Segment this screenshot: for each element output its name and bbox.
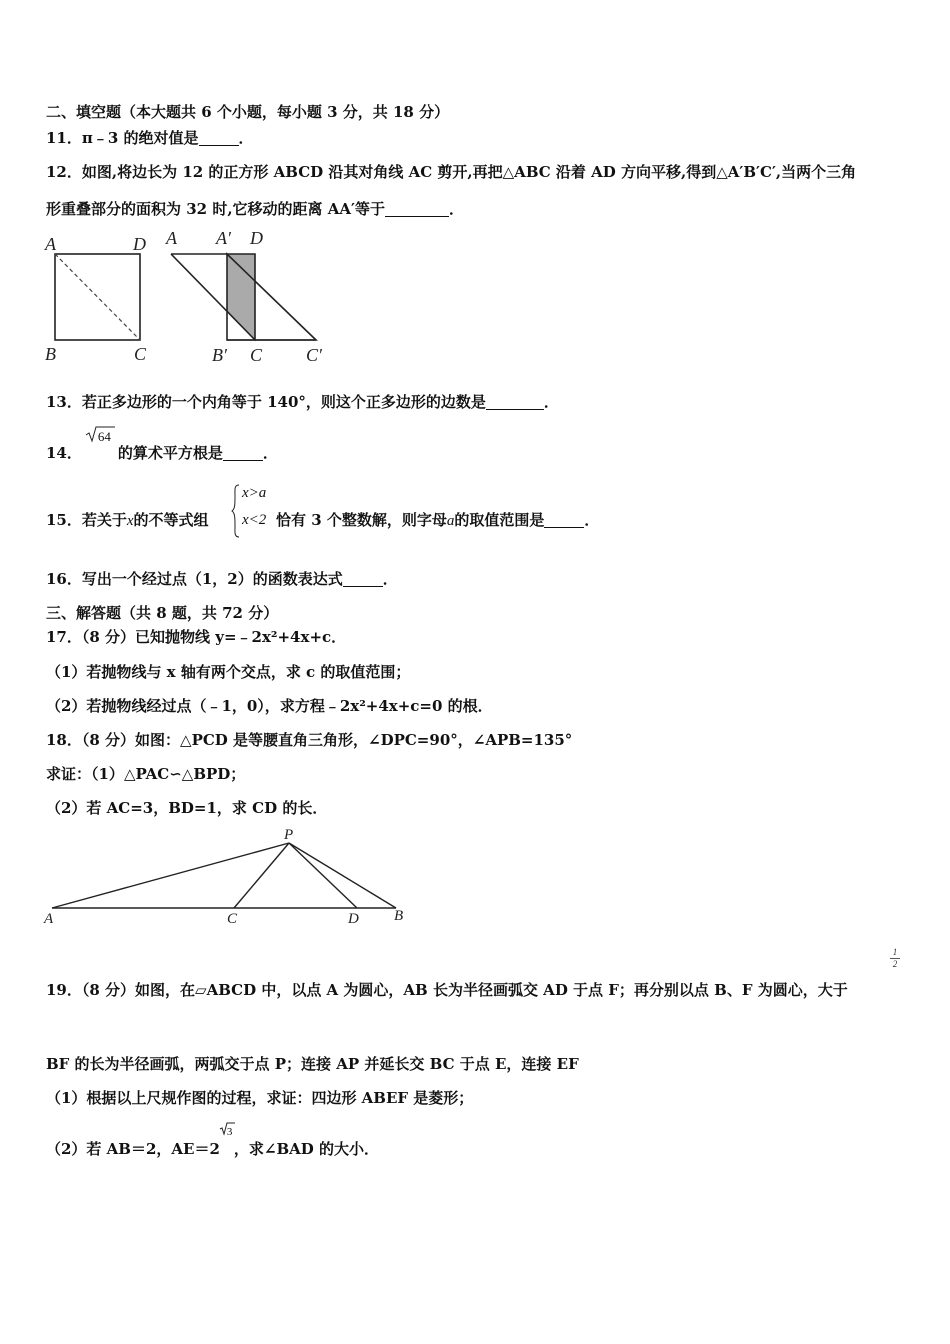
q19-stem: 19．（8 分）如图，在▱ABCD 中，以点 A 为圆心，AB 长为半径画弧交 AD 于点 F；再分别以点 B、F 为圆心，大于 (46, 981, 848, 999)
q15-mid: 的不等式组 (133, 511, 209, 529)
label-c-left: C (134, 344, 147, 364)
q19-part2 (46, 1126, 380, 1158)
q13-answer-blank (486, 395, 544, 410)
q15-prefix: 15．若关于 (46, 511, 127, 529)
segment-pb (289, 843, 396, 908)
q14-prefix: 14． (46, 444, 82, 462)
q18-stem: 18．（8 分）如图：△PCD 是等腰直角三角形，∠DPC=90°，∠APB=135° (46, 731, 573, 749)
q17-stem: 17．（8 分）已知抛物线 y=﹣2x²+4x+c． (46, 628, 347, 646)
segment-pc (234, 843, 289, 908)
label-d-right: D (250, 228, 263, 248)
q16: 16．写出一个经过点（1，2）的函数表达式 ． (46, 570, 398, 588)
sqrt-64-radicand: 64 (97, 429, 111, 444)
q14-answer-blank (223, 446, 263, 461)
q15-brace-icon (231, 484, 241, 538)
q16-text: 16．写出一个经过点（1，2）的函数表达式 (46, 570, 343, 588)
section3-title: 三、解答题（共 8 题，共 72 分） (46, 604, 279, 622)
label-d-left: D (133, 234, 146, 254)
sqrt-3-radicand: 3 (226, 1126, 233, 1138)
q18-part2: （2）若 AC=3，BD=1，求 CD 的长． (46, 799, 328, 817)
q15-left (46, 511, 209, 530)
q17-part2: （2）若抛物线经过点（﹣1，0），求方程﹣2x²+4x+c=0 的根． (46, 697, 493, 715)
sqrt-64 (88, 429, 118, 458)
segment-pa (52, 843, 289, 908)
q15-right: 恰有 3 个整数解，则字母a的取值范围是 ． (276, 511, 600, 529)
square-abcd (55, 254, 140, 340)
label-c: C (227, 911, 238, 927)
q15-suffix: 的取值范围是 (454, 511, 545, 529)
label-p: P (284, 827, 294, 843)
label-b: B (394, 908, 404, 924)
q12-line1: 12．如图,将边长为 12 的正方形 ABCD 沿其对角线 AC 剪开,再把△ABC 沿着 AD 方向平移,得到△A′B′C′,当两个三角 (46, 163, 857, 181)
q15-mid2: 恰有 3 个整数解，则字母 (276, 511, 447, 529)
q11-answer-blank (199, 131, 239, 146)
q11-text: 11．π﹣3 的绝对值是 (46, 129, 199, 147)
q15-ineq2: x<2 (242, 512, 267, 528)
q19-part2-suffix: ，求∠BAD 的大小． (233, 1140, 380, 1158)
q16-answer-blank (343, 572, 383, 587)
q15-answer-blank (544, 513, 584, 528)
q12-line2-text: 形重叠部分的面积为 32 时,它移动的距离 AA′等于 (46, 200, 385, 218)
q19-part2-prefix: （2）若 AB＝2，AE＝2 (46, 1140, 220, 1158)
q18-figure (44, 826, 414, 930)
q19-line2: BF 的长为半径画弧，两弧交于点 P；连接 AP 并延长交 BC 于点 E，连接 EF (46, 1055, 579, 1073)
q14-suffix: 的算术平方根是 (117, 444, 223, 462)
q18-part1: 求证：（1）△PAC∽△BPD； (46, 765, 246, 783)
q13: 13．若正多边形的一个内角等于 140°，则这个正多边形的边数是 ． (46, 393, 559, 411)
sqrt-3 (220, 1126, 234, 1154)
q19-fraction-denominator: 2 (892, 959, 898, 969)
q11: 11．π﹣3 的绝对值是 ． (46, 129, 254, 147)
q15-var-a: a (446, 513, 455, 529)
q12-figure (44, 230, 344, 365)
label-a-right: A (166, 228, 177, 248)
label-a-left: A (45, 234, 56, 254)
label-b-left: B (45, 344, 56, 364)
q15-ineq1: x>a (242, 485, 267, 501)
q13-text: 13．若正多边形的一个内角等于 140°，则这个正多边形的边数是 (46, 393, 486, 411)
label-a1-right: A′ (216, 228, 231, 248)
segment-pd (289, 843, 357, 908)
label-b1-right: B′ (212, 345, 227, 365)
q15-var-x: x (126, 513, 134, 529)
section2-title: 二、填空题（本大题共 6 个小题，每小题 3 分，共 18 分） (46, 103, 450, 121)
q17-part1: （1）若抛物线与 x 轴有两个交点，求 c 的取值范围； (46, 663, 411, 681)
q12-line2: 形重叠部分的面积为 32 时,它移动的距离 AA′等于 ． (46, 200, 465, 218)
label-d: D (348, 911, 359, 927)
label-a: A (44, 911, 54, 927)
q19-fraction (890, 948, 900, 969)
q12-answer-blank (385, 202, 449, 217)
label-c-right: C (250, 345, 263, 365)
q19-fraction-numerator: 1 (892, 947, 898, 957)
q14: 14． 64 的算术平方根是 ． (46, 440, 278, 462)
diagonal-ac (55, 254, 140, 340)
q19-part1: （1）根据以上尺规作图的过程，求证：四边形 ABEF 是菱形； (46, 1089, 474, 1107)
label-c1-right: C′ (306, 345, 322, 365)
